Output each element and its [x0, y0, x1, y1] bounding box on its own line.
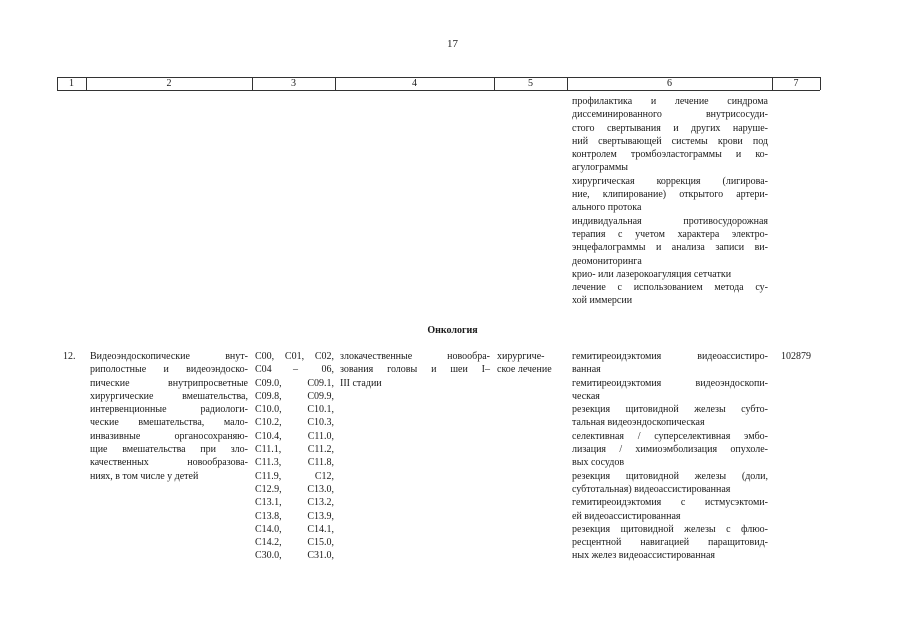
row-col-3-codes-left [255, 377, 295, 563]
text-line: гемитиреоидэктомия с истмусэктоми- [572, 497, 768, 509]
icd-code: C10.1, [307, 404, 334, 416]
icd-code: C11.9, [255, 470, 282, 482]
icd-code: C13.0, [307, 483, 334, 495]
text-line: тальная видеоэндоскопическая [572, 417, 705, 429]
row-col-5-treatment-type [497, 350, 567, 377]
icd-code: C11.8, [307, 457, 334, 469]
continuation-col-6 [572, 95, 768, 308]
text-line: III стадии [340, 377, 382, 389]
codes-second-dash: – [293, 364, 298, 376]
header-col-1: 1 [69, 78, 74, 89]
header-col-7: 7 [793, 78, 799, 89]
row-col-3-codes-right [296, 377, 334, 563]
icd-code: C09.0, [255, 377, 282, 389]
text-line: злокачественные новообра- [340, 351, 490, 362]
text-line: ального протока [572, 202, 642, 214]
row-col-3-codes-head [255, 350, 334, 377]
text-line: гемитиреоидэктомия видеоэндоскопи- [572, 377, 768, 389]
text-line: резекция щитовидной железы субто- [572, 404, 768, 416]
text-line: резекция щитовидной железы с флюо- [572, 523, 768, 535]
text-line: индивидуальная противосудорожная [572, 215, 768, 227]
header-bottom-rule [57, 90, 820, 91]
text-line: ных желез видеоассистированная [572, 550, 715, 562]
header-col-6: 6 [667, 78, 672, 89]
text-line: ресцентной навигацией паращитовид- [572, 537, 768, 549]
text-line: профилактика и лечение синдрома [572, 96, 768, 107]
text-line: ний свертывающей системы крови под [572, 135, 768, 147]
text-line: пические внутрипросветные [90, 377, 248, 389]
row-col-7-cost: 102879 [781, 351, 811, 362]
text-line: щие вмешательства при зло- [90, 444, 248, 456]
header-divider [820, 77, 821, 90]
text-line: селективная / суперселективная эмбо- [572, 430, 768, 442]
icd-code: C09.9, [307, 390, 334, 402]
text-line: агулограммы [572, 162, 629, 174]
codes-second-line [255, 363, 334, 376]
text-line: резекция щитовидной железы (доли, [572, 470, 768, 482]
text-line: хирургическая коррекция (лигирова- [572, 175, 768, 187]
text-line: инвазивные органосохраняю- [90, 430, 248, 442]
codes-second-left: C04 [255, 364, 272, 376]
text-line: ние, клипирование) открытого артери- [572, 189, 768, 201]
text-line: терапия с учетом характера электро- [572, 228, 768, 240]
icd-code: C12.9, [255, 483, 282, 495]
icd-code: C13.9, [307, 510, 334, 522]
text-line: качественных новообразова- [90, 457, 248, 469]
text-line: лечение с использованием метода су- [572, 282, 768, 294]
icd-code: C11.2, [307, 444, 334, 456]
text-line: лизация / химиоэмболизация опухоле- [572, 444, 768, 456]
icd-code: C10.4, [255, 430, 282, 442]
icd-code: C10.3, [307, 417, 334, 429]
row-col-2-method [90, 350, 248, 483]
text-line: хой иммерсии [572, 295, 633, 307]
text-line: хирургические вмешательства, [90, 390, 248, 402]
icd-code: C30.0, [255, 550, 282, 562]
header-col-4: 4 [412, 78, 417, 89]
text-line: ниях, в том числе у детей [90, 470, 199, 482]
icd-code: C09.1, [307, 377, 334, 389]
icd-code: C13.1, [255, 497, 282, 509]
icd-code: C13.8, [255, 510, 282, 522]
icd-code: C11.3, [255, 457, 282, 469]
text-line: ческая [572, 390, 600, 402]
codes-second-right: 06, [321, 364, 334, 376]
text-line: зования головы и шеи I– [340, 364, 490, 376]
icd-code: C13.2, [307, 497, 334, 509]
text-line: диссеминированного внутрисосуди- [572, 109, 768, 121]
row-number: 12. [63, 351, 76, 362]
icd-code: C10.0, [255, 404, 282, 416]
page-number: 17 [447, 38, 458, 50]
icd-code: C10.2, [255, 417, 282, 429]
codes-first-line: C00, C01, C02, [255, 351, 334, 362]
text-line: ческие вмешательства, мало- [90, 417, 248, 429]
text-line: ское лечение [497, 364, 552, 376]
text-line: риполостные и видеоэндоско- [90, 364, 248, 376]
icd-code: C14.2, [255, 537, 282, 549]
icd-code: C11.0, [307, 430, 334, 442]
icd-code: C14.1, [307, 523, 334, 535]
text-line: крио- или лазерокоагуляция сетчатки [572, 268, 732, 280]
row-col-6-treatment-methods [572, 350, 768, 563]
icd-code: C14.0, [255, 523, 282, 535]
text-line: стого свертывания и других наруше- [572, 122, 768, 134]
text-line: вых сосудов [572, 457, 625, 469]
text-line: гемитиреоидэктомия видеоассистиро- [572, 351, 768, 362]
header-col-2: 2 [166, 78, 172, 89]
text-line: деомониторинга [572, 255, 642, 267]
icd-code: C12, [314, 470, 334, 482]
icd-code: C11.1, [255, 444, 282, 456]
header-col-5: 5 [528, 78, 533, 89]
text-line: контролем тромбоэластограммы и ко- [572, 149, 768, 161]
text-line: интервенционные радиологи- [90, 404, 248, 416]
text-line: Видеоэндоскопические внут- [90, 351, 248, 362]
text-line: ей видеоассистированная [572, 510, 681, 522]
row-col-4-diagnosis [340, 350, 490, 390]
section-title: Онкология [427, 325, 478, 336]
header-col-3: 3 [291, 78, 296, 89]
icd-code: C09.8, [255, 390, 282, 402]
text-line: ванная [572, 364, 601, 376]
icd-code: C15.0, [307, 537, 334, 549]
icd-code: C31.0, [307, 550, 334, 562]
text-line: энцефалограммы и анализа записи ви- [572, 242, 768, 254]
text-line: субтотальная) видеоассистированная [572, 483, 731, 495]
text-line: хирургиче- [497, 351, 545, 362]
